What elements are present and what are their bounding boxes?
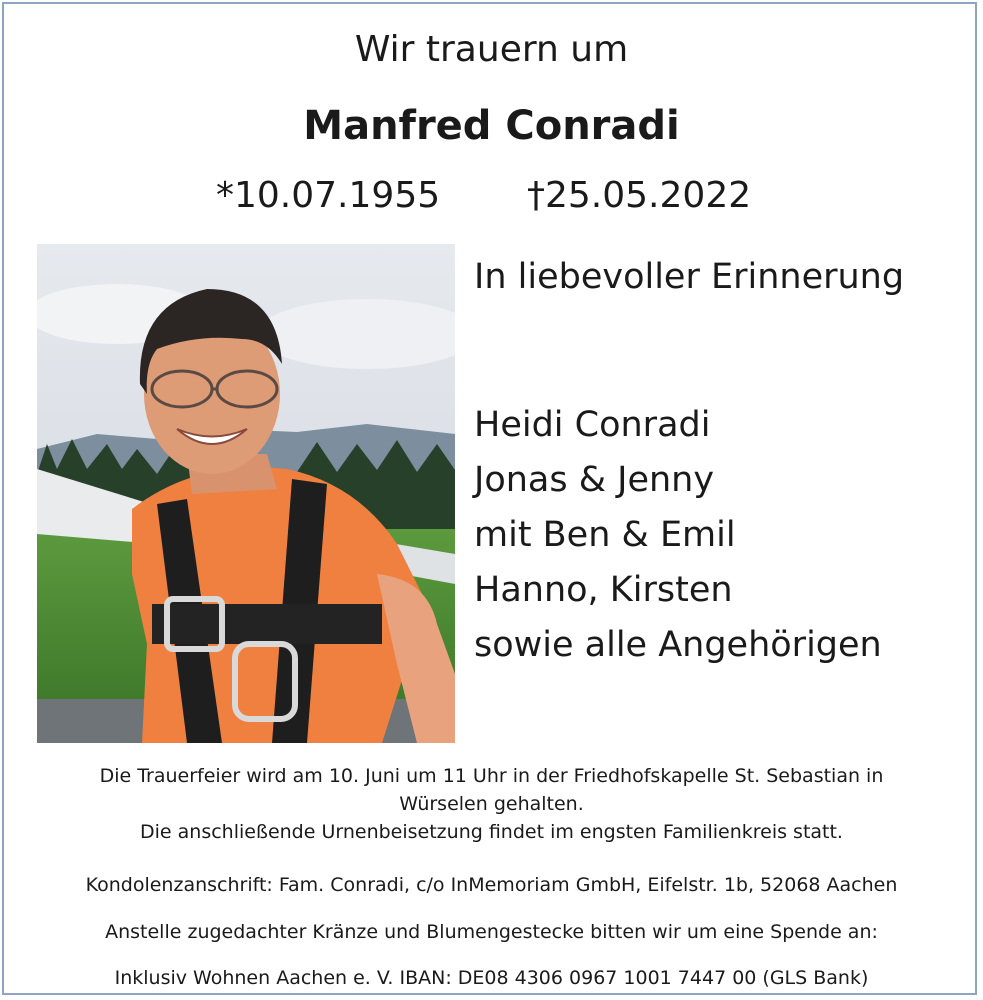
family-member: Hanno, Kirsten xyxy=(474,570,733,610)
family-member: Jonas & Jenny xyxy=(474,460,715,500)
donation-request: Anstelle zugedachter Kränze und Blumengestecke bitten wir um eine Spende an: xyxy=(105,921,878,943)
ceremony-line: Die anschließende Urnenbeisetzung findet im engsten Familienkreis statt. xyxy=(140,821,843,843)
ceremony-info xyxy=(20,762,963,846)
deceased-name: Manfred Conradi xyxy=(303,103,680,149)
birth-date: *10.07.1955 xyxy=(216,175,441,216)
family-member: sowie alle Angehörigen xyxy=(474,625,882,665)
family-member: Heidi Conradi xyxy=(474,405,711,445)
heading: Wir trauern um xyxy=(354,29,629,70)
condolence-address: Kondolenzanschrift: Fam. Conradi, c/o InMemoriam GmbH, Eifelstr. 1b, 52068 Aachen xyxy=(85,874,898,896)
memory-line: In liebevoller Erinnerung xyxy=(474,257,905,297)
death-date: †25.05.2022 xyxy=(527,175,752,216)
ceremony-line: Würselen gehalten. xyxy=(399,793,584,815)
ceremony-line: Die Trauerfeier wird am 10. Juni um 11 Uhr in der Friedhofskapelle St. Sebastian in xyxy=(99,765,884,787)
portrait-photo xyxy=(37,244,455,743)
family-member: mit Ben & Emil xyxy=(474,515,736,555)
donation-details: Inklusiv Wohnen Aachen e. V. IBAN: DE08 4306 0967 1001 7447 00 (GLS Bank) xyxy=(114,967,869,989)
family-list xyxy=(474,403,882,678)
